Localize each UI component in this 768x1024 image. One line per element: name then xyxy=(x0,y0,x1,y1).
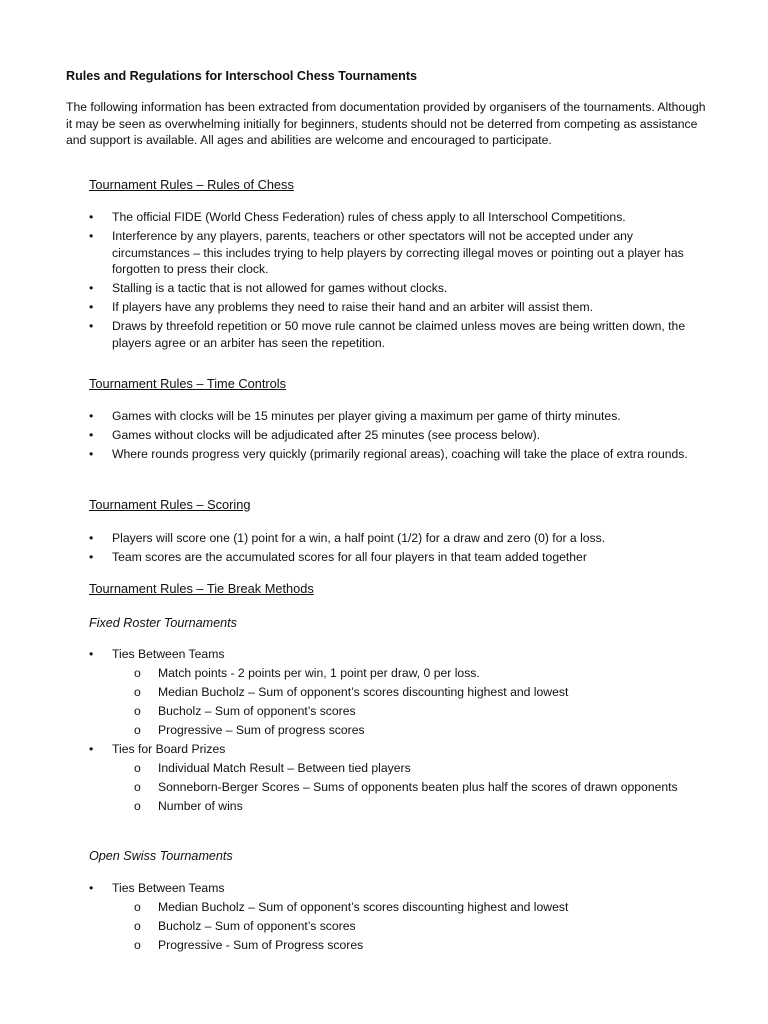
list-item-text: Games with clocks will be 15 minutes per player giving a maximum per game of thirty minutes. xyxy=(112,409,621,423)
circle-bullet-icon: o xyxy=(134,685,141,699)
scoring-list xyxy=(89,530,709,568)
list-item xyxy=(89,427,709,444)
list-item xyxy=(89,228,709,278)
sub-list-item xyxy=(112,760,709,777)
section-heading-scoring: Tournament Rules – Scoring xyxy=(89,497,251,512)
bullet-icon: • xyxy=(89,319,94,333)
sub-list-item xyxy=(112,899,709,916)
circle-bullet-icon: o xyxy=(134,919,141,933)
circle-bullet-icon: o xyxy=(134,900,141,914)
section-heading-tie-break: Tournament Rules – Tie Break Methods xyxy=(89,581,314,596)
bullet-icon: • xyxy=(89,300,94,314)
bullet-icon: • xyxy=(89,550,94,564)
sub-list-item-text: Progressive – Sum of progress scores xyxy=(158,723,365,737)
bullet-icon: • xyxy=(89,409,94,423)
bullet-icon: • xyxy=(89,881,94,895)
bullet-icon: • xyxy=(89,229,94,243)
sub-list-item xyxy=(112,665,709,682)
circle-bullet-icon: o xyxy=(134,799,141,813)
bullet-icon: • xyxy=(89,531,94,545)
subheading-open-swiss: Open Swiss Tournaments xyxy=(89,849,233,863)
list-item-text: Where rounds progress very quickly (primarily regional areas), coaching will take the place of extra rounds. xyxy=(112,447,688,461)
circle-bullet-icon: o xyxy=(134,761,141,775)
sub-list-item-text: Individual Match Result – Between tied players xyxy=(158,761,411,775)
sub-list-item-text: Match points - 2 points per win, 1 point per draw, 0 per loss. xyxy=(158,666,480,680)
list-item xyxy=(89,280,709,297)
sub-list xyxy=(112,760,709,815)
list-item xyxy=(89,209,709,226)
circle-bullet-icon: o xyxy=(134,666,141,680)
list-item-text: Draws by threefold repetition or 50 move rule cannot be claimed unless moves are being written down, the players agree or an arbiter has seen the repetition. xyxy=(112,319,686,350)
rules-of-chess-list xyxy=(89,209,709,354)
sub-list xyxy=(112,665,709,739)
bullet-icon: • xyxy=(89,428,94,442)
bullet-icon: • xyxy=(89,447,94,461)
sub-list-item-text: Progressive - Sum of Progress scores xyxy=(158,938,364,952)
sub-list-item xyxy=(112,722,709,739)
list-item-text: Games without clocks will be adjudicated after 25 minutes (see process below). xyxy=(112,428,541,442)
list-item xyxy=(89,880,709,954)
list-item-text: Team scores are the accumulated scores for all four players in that team added together xyxy=(112,550,587,564)
document-title: Rules and Regulations for Interschool Chess Tournaments xyxy=(66,69,418,83)
list-item xyxy=(89,549,709,566)
list-item-text: The official FIDE (World Chess Federation) rules of chess apply to all Interschool Competitions. xyxy=(112,210,626,224)
list-item-text: Ties Between Teams xyxy=(112,881,225,895)
list-item xyxy=(89,318,709,351)
circle-bullet-icon: o xyxy=(134,780,141,794)
list-item-text: Interference by any players, parents, teachers or other spectators will not be accepted under any circumstances – this includes trying to help players by correcting illegal moves or pointing out a player has forgotten to press their clock. xyxy=(112,229,684,276)
list-item xyxy=(89,646,709,739)
subheading-fixed-roster: Fixed Roster Tournaments xyxy=(89,616,237,630)
sub-list-item-text: Median Bucholz – Sum of opponent’s scores discounting highest and lowest xyxy=(158,685,569,699)
open-swiss-list xyxy=(89,880,709,956)
sub-list-item xyxy=(112,779,709,796)
sub-list-item xyxy=(112,798,709,815)
sub-list-item-text: Sonneborn-Berger Scores – Sums of opponents beaten plus half the scores of drawn opponents xyxy=(158,780,678,794)
sub-list-item xyxy=(112,918,709,935)
list-item-text: If players have any problems they need to raise their hand and an arbiter will assist them. xyxy=(112,300,593,314)
list-item xyxy=(89,299,709,316)
list-item xyxy=(89,530,709,547)
list-item-text: Stalling is a tactic that is not allowed for games without clocks. xyxy=(112,281,448,295)
section-heading-rules-of-chess: Tournament Rules – Rules of Chess xyxy=(89,177,294,192)
circle-bullet-icon: o xyxy=(134,938,141,952)
list-item xyxy=(89,741,709,815)
bullet-icon: • xyxy=(89,281,94,295)
sub-list-item-text: Bucholz – Sum of opponent’s scores xyxy=(158,704,356,718)
intro-paragraph: The following information has been extracted from documentation provided by organisers of the tournaments. Although it may be seen as overwhelming initially for beginners, students should not be deterred from competing as assistance and support is available. All ages and abilities are welcome and encouraged to participate. xyxy=(66,100,706,147)
list-item xyxy=(89,446,709,463)
sub-list-item-text: Bucholz – Sum of opponent’s scores xyxy=(158,919,356,933)
list-item-text: Ties for Board Prizes xyxy=(112,742,226,756)
sub-list-item-text: Number of wins xyxy=(158,799,243,813)
circle-bullet-icon: o xyxy=(134,704,141,718)
bullet-icon: • xyxy=(89,647,94,661)
circle-bullet-icon: o xyxy=(134,723,141,737)
bullet-icon: • xyxy=(89,742,94,756)
list-item xyxy=(89,408,709,425)
sub-list-item xyxy=(112,684,709,701)
section-heading-time-controls: Tournament Rules – Time Controls xyxy=(89,376,287,391)
sub-list-item-text: Median Bucholz – Sum of opponent’s scores discounting highest and lowest xyxy=(158,900,569,914)
list-item-text: Players will score one (1) point for a win, a half point (1/2) for a draw and zero (0) for a loss. xyxy=(112,531,606,545)
list-item-text: Ties Between Teams xyxy=(112,647,225,661)
bullet-icon: • xyxy=(89,210,94,224)
fixed-roster-list xyxy=(89,646,709,817)
time-controls-list xyxy=(89,408,709,465)
sub-list-item xyxy=(112,703,709,720)
sub-list-item xyxy=(112,937,709,954)
sub-list xyxy=(112,899,709,954)
